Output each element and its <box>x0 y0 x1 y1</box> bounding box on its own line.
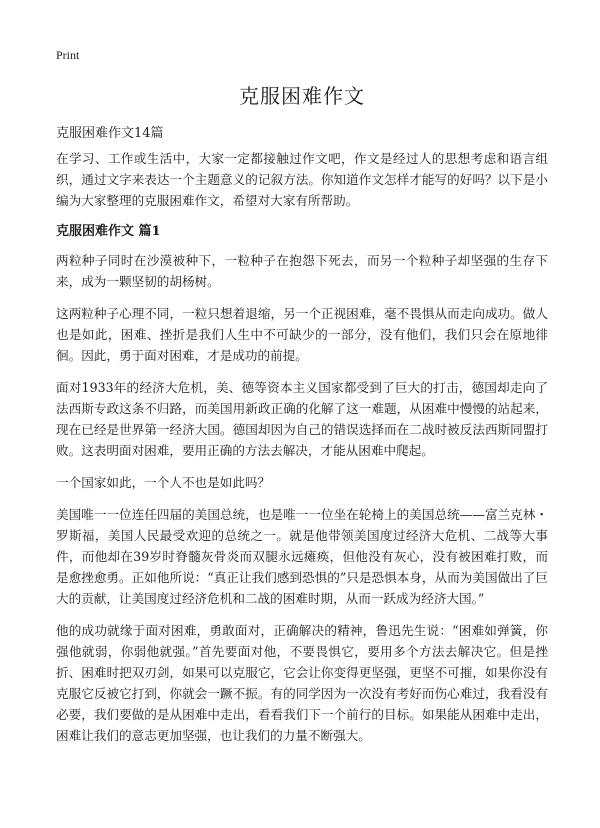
document-subtitle: 克服困难作文14篇 <box>56 126 164 141</box>
body-paragraph-6: 他的成功就缘于面对困难，勇敢面对，正确解决的精神，鲁迅先生说：“困难如弹簧，你强他就弱，你弱他就强。”首先要面对他，不要畏惧它，要用多个方法去解决它。但是挫折、困难时把双刃剑，如果可以克服它，它会让你变得更坚强，更坚不可摧，如果你没有克服它反被它打到，你就会一蹶不振。有的同学因为一次没有考好而伤心难过，我看没有必要，我们要做的是从困难中走出，看看我们下一个前行的目标。如果能从困难中走出，困难让我们的意志更加坚强，也让我们的力量不断强大。 <box>56 623 548 743</box>
body-paragraph-1: 两粒种子同时在沙漠被种下，一粒种子在抱怨下死去，而另一个粒种子却坚强的生存下来，成为一颗坚韧的胡杨树。 <box>56 253 548 289</box>
section-heading: 克服困难作文 篇1 <box>56 224 161 239</box>
body-paragraph-4: 一个国家如此，一个人不也是如此吗？ <box>56 475 271 490</box>
intro-paragraph: 在学习、工作或生活中，大家一定都接触过作文吧，作文是经过人的思想考虑和语言组织，通过文字来表达一个主题意义的记叙方法。你知道作文怎样才能写的好吗？以下是小编为大家整理的克服困难作文，希望对大家有所帮助。 <box>56 151 548 208</box>
body-paragraph-3: 面对1933年的经济大危机，美、德等资本主义国家都受到了巨大的打击，德国却走向了法西斯专政这条不归路，而美国用新政正确的化解了这一难题，从困难中慢慢的站起来，现在已经是世界第一经济大国。德国却因为自己的错误选择而在二战时被反法西斯同盟打败。这表明面对困难，要用正确的方法去解决，才能从困难中爬起。 <box>56 380 548 458</box>
body-paragraph-5: 美国唯一一位连任四届的美国总统，也是唯一一位坐在轮椅上的美国总统——富兰克林・罗斯福，美国人民最受欢迎的总统之一。就是他带领美国度过经济大危机、二战等大事件，而他却在39岁时脊髓灰骨炎而双腿永远瘫痪，但他没有灰心，没有被困难打败，而是愈挫愈勇。正如他所说：“真正让我们感到恐惧的”只是恐惧本身，从而为美国做出了巨大的贡献，让美国度过经济危机和二战的困难时期，从而一跃成为经济大国。” <box>56 507 548 606</box>
page-title: 克服困难作文 <box>239 84 365 108</box>
print-link[interactable]: Print <box>56 48 80 62</box>
article-body <box>56 148 548 757</box>
body-paragraph-2: 这两粒种子心理不同，一粒只想着退缩，另一个正视困难，毫不畏惧从而走向成功。做人也是如此，困难、挫折是我们人生中不可缺少的一部分，没有他们，我们只会在原地徘徊。因此，勇于面对困难，才是成功的前提。 <box>56 306 548 363</box>
